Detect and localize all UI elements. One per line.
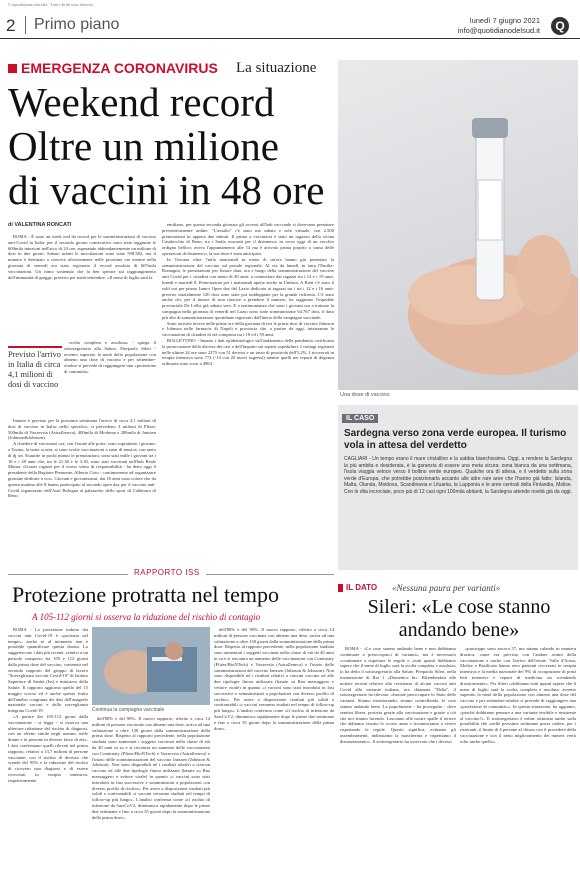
il-caso-title: Sardegna verso zona verde europea. Il turismo vola in attesa del verdetto	[344, 428, 567, 451]
header-divider	[25, 16, 26, 34]
vaccine-photo	[338, 60, 578, 390]
header-site: info@quotidianodelsud.it	[457, 26, 540, 35]
rapporto-title: Protezione protratta nel tempo	[12, 582, 279, 607]
il-dato-col2: «purtroppo sono ancora 57, ma stanno calando in maniera drastica, come era previsto con l'andare avanti della vaccinazione e anche con l'arrivo dell'estate. Valle d'Aosta, Molise e Basilicata hanno zero pazienti ricoverati in terapia intensiva e la media nazionale del 9% di occupazione di posti letti intensive e reparti di medicina sta scendendo drasticamente». Per Sileri «dobbiamo tutti quanti sapere che il mese di luglio sarà la svolta completa e assoluta: avremo superato la metà della popolazione con almeno una dose del vaccino e per settembre-ottobre si prevede di raggiungere una «protezione di comunità»». In questa situazione, ha aggiunto, «perché dobbiamo pensare a una variante terribile e resistente al vaccino?». Il sottosegretario è infine ottimista anche sulla possibilità che «nelle prossime settimane possa cadere, per i ristoranti, il limite di 4 persone al chiuso con il procedere della vaccinazione e con il netto miglioramento dei numeri verrà tolto anche quello».	[460, 646, 576, 744]
main-article-col2: emiliano, per questa seconda giornata gli accessi all'hub vaccinale si dovevano prenotare preventivamente online. "L'assalto" c'è stato ma sabato e solo virtuale, con 2.500 prenotazioni in appena due minuti. Il primo a vaccinarsi è stato un ragazzo della vicina Casalecchio di Reno, tra i 5mila evacuati per il disinnesco in corso oggi di un vecchio ordigno bellico; aveva l'appuntamento alle 14 ma è arrivato prima proprio a causa delle operazioni di disinnesco, la sua dose è stata anticipata. In Toscana oltre 7mila maturandi in meno di un'ora hanno già prenotato la somministrazione del vaccino sul portale regionale. Al via da lunedì, in tutta l'Emilia-Romagna, le prenotazioni per fissare data, ora e luogo della somministrazione del vaccino anti Covid per i cittadini con meno di 40 anni: a cominciare dai ragazzi tra i 12 e i 19 anni, lunedì e martedì 8. Prenotazioni per i maturandi aperte anche in Umbria. A Rieti c'è stato il sold out per primo Junior Open day del Lazio dedicato ai ragazzi tra i tra i 12 e i 16 anni: previste inizialmente 120 dosi sono state poi raddoppiate per la grande richiesta. C'è stato anche chi, per il timore di non riuscire a prendere il numero, ha raggiunto l'ospedale provinciale De Lellis già sabato sera. E a testimonianza che sono i giovani ora a trainare la campagna nella giornata di venerdì nel Lazio sono state somministrate 64.767 dosi, il dato più alto di somministrazioni quotidiane registrato dall'inizio della campagna vaccinale. Sono arrivate invece nelle prime ore della giornata di ieri le prime dosi di vaccino Johnson e Johnson nelle farmacie di Napoli e provincia che, a partire da oggi, inizieranno le vaccinazioni di cittadini di età compresa tra i 18 ed i 59 anni. BOLLETTINO - Intanto i dati epidemiologici sull'andamento della pandemia certificano la prosecuzione della discesa dei casi e dell'impatto sui reparti ospedalieri. I contagi registrati nelle ultime 24 ore sono 2275 con 51 decessi e un tasso di positività dell'1,2%. I ricoverati in terapia intensiva sono 774 (-14 con 20 nuovi ingressi) mentre quelli nei reparti di degenza ordinaria sono scesi a 4963.	[162, 222, 334, 367]
byline: di VALENTINA RONCATI	[8, 222, 72, 228]
kicker-label: EMERGENZA CORONAVIRUS	[21, 60, 218, 76]
header-date: lunedì 7 giugno 2021	[469, 16, 540, 25]
newspaper-logo: Q	[551, 17, 569, 35]
rapporto-label: RAPPORTO ISS	[128, 568, 206, 577]
section-title: Primo piano	[34, 16, 120, 33]
rapporto-photo-caption: Continua la campagna vaccinale	[92, 707, 165, 713]
headline-line-2: Oltre un milione	[8, 123, 280, 169]
copyright-line: © riproduzione riservata · Tutti i diritti sono riservati	[8, 2, 93, 7]
il-dato-marker	[338, 584, 343, 592]
vaccination-photo	[92, 627, 210, 705]
il-caso-box	[338, 405, 578, 570]
page-number: 2	[6, 16, 16, 35]
photo-caption: Una dose di vaccino	[340, 392, 390, 398]
pullquote: Previsto l'arrivo in Italia di circa 4,1 milioni di dosi di vaccino	[8, 350, 61, 389]
il-dato-quote: «Nessuna paura per varianti»	[392, 583, 501, 593]
rapporto-col1: ROMA - La protezione indotta dai vaccini anti Covid-19 è «protratta nel tempo», anche se al momento non è possibile quantificare questa durata. Lo suggeriscono i dati più recenti, relativi a un periodo compreso fra 105 e 112 giorni dalla prima dose del vaccino, contenuti nel secondo rapporto del gruppo di lavoro "Sorveglianza vaccini Covid-19" di Istituto Superiore di Sanità (Iss) e ministero della Salute. Il rapporto aggiorna quello del 15 maggio scorso ed è anche questo frutto dell'analisi congiunta dei dati dell'anagrafe nazionale vaccini e della sorveglianza integrata Covid-19. «A partire dai 105-112 giorni dalla vaccinazione - si legge - si osserva una ulteriore riduzione del rischio di diagnosi, con un effetto simile negli uomini, nelle donne e in persone in diverse fasce di età». I dati confermano quelli rilevati nel primo rapporto, relativi a 13,7 milioni di persone vaccinate, con il rischio di decesso che scende del 95% e la riduzione del rischio di ricovero una diagnosi e di essere ricoverati in terapia intensiva, rispettivamente	[8, 627, 88, 783]
il-dato-label: IL DATO	[346, 583, 378, 592]
headline-line-3: di vaccini in 48 ore	[8, 167, 325, 213]
rapporto-subtitle: A 105-112 giorni si osserva la riduzione del rischio di contagio	[32, 612, 261, 622]
rapporto-col2a: dell'80% e del 90%. Il nuovo rapporto, riferito a circa 14 milioni di persone vaccinate con almeno una dose, arriva ad una valutazione a oltre 130 giorni dalla somministrazione della prima dose. Rispetto al rapporto precedente, nella popolazione studiata sono aumentati i soggetti vaccinati nella classe di età da 40 anni in su e si riscontra un aumento delle vaccinazioni con Comirnaty (Pfizer/BioNTech) e Vaxzevria (AstraZeneca) e l'inizio delle somministrazioni del vaccino Janssen (Johnson & Johnson). Non sono disponibili né i risultati relativi a ciascun vaccino né alle due tipologie finora utilizzate (basate su Rna messaggero e vettore virale) in quanto «i vaccini sono stati introdotti in fasi successive e somministrati a popolazioni con diverso profilo di rischio». Per avere a disposizione risultati più solidi e confrontabili «i vaccini verranno studiati nel tempo di follow-up più lungo». L'analisi conferma come «il rischio di infezione da SarsCoV2, diminuisca rapidamente dopo le prime due settimane e fino a circa 35 giorni dopo la somministrazione della prima dose».	[92, 716, 210, 820]
rapporto-col3: dell'80% e del 90%. Il nuovo rapporto, riferito a circa 14 milioni di persone vaccinate con almeno una dose, arriva ad una valutazione a oltre 130 giorni dalla somministrazione della prima dose. Rispetto al rapporto precedente, nella popolazione studiata sono aumentati i soggetti vaccinati nella classe di età da 40 anni in su e si riscontra un aumento delle vaccinazioni con Comirnaty (Pfizer/BioNTech) e Vaxzevria (AstraZeneca) e l'inizio delle somministrazioni del vaccino Janssen (Johnson & Johnson). Non sono disponibili né i risultati relativi a ciascun vaccino né alle due tipologie finora utilizzate (basate su Rna messaggero e vettore virale) in quanto «i vaccini sono stati introdotti in fasi successive e somministrati a popolazioni con diverso profilo di rischio». Per avere a disposizione risultati più solidi e confrontabili «i vaccini verranno studiati nel tempo di follow-up più lungo». L'analisi conferma come «il rischio di infezione da SarsCoV2, diminuisca rapidamente dopo le prime due settimane e fino a circa 35 giorni dopo la somministrazione della prima dose».	[214, 627, 334, 731]
il-caso-label: IL CASO	[342, 414, 378, 423]
main-headline	[8, 80, 338, 212]
vaccine-vial-icon	[338, 60, 578, 390]
main-article-col1b-top: svolta completa e assoluta» - spiega il sottosegretario alla Salute, Pierpaolo Sileri - avremo superato la metà della popolazione con almeno una dose di vaccino e per settembre-ottobre si prevede di raggiungere una «protezione di comunità».	[64, 340, 156, 374]
kicker-square	[8, 64, 17, 73]
il-dato-col1: ROMA - «Le cose stanno andando bene e non dobbiamo continuare a preoccuparci di varianti», ma è necessario «continuare a rispettare le regole e «tutti quanti dobbiamo sapere che il mese di luglio sarà la svolta completa e assoluta» lo ha detto il sottosegretario alla Salute, Pierpaolo Sileri, nella trasmissione di Rai 1 «Domenica In». Rifendendosi alle notizie recenti relative alla resistenza di alcuni vaccini anti Covid alla variante indiana, ora chiamata "Delta", il sottosegretario ha rilevato: «basiate preoccupare lo Stato delle varianti. Stiamo monitorando, stiamo controllando, le cose stanno andando bene. La popolazione - ha proseguito - deve sentirsi libera, protetta grazie alla vaccinazione e grazie a ciò che noi stiamo facendo. Lasciamo alle nostre spalle il terrore che abbiamo vissuto lo scorso anno e ricominciamo a vivere rispettando le regole. Questo significa, evitiamo gli assembramenti, indossiamo la mascherina e rispettiamo il distanziamento». Il sottosegretario ha osservato che i decessi	[340, 646, 456, 744]
headline-line-1: Weekend record	[8, 79, 275, 125]
vaccination-scene-icon	[92, 627, 210, 705]
il-caso-text: CAGLIARI - Un tempo erano il mare cristallino e la sabbia bianchissima. Oggi, a rendere la Sardegna la più ambita e desiderata, è la garanzia di essere una meta sicura: zona bianca da una settimana, l'isola viaggia veloce verso il bollino verde europeo. Qualche ora di attesa, e il verdetto sulla zona verde d'Europa, che potrebbe posizionarla accanto alle altre rare aree che l'hanno già fatto: Islanda, Malta, Olanda, Moldova, Scandinavia e Lituania, la Lapponia e le aree centrali della Finlandia, Molise. Con le dita incrociate, poco più di 12 casi ogni 100mila abitanti, la Sardegna attende novità già da oggi.	[344, 456, 572, 495]
il-dato-title: Sileri: «Le cose stanno andando bene»	[367, 596, 551, 641]
main-article-col1b: Intanto è previsto per la prossima settimana l'arrivo di circa 4,1 milioni di dosi di vaccino in Italia: nello specifico, si prevedono 3 milioni di Pfizer, 500mila di Vaxzevria (AstraZeneca), 400mila di Moderna e 200mila di Janssen (Johnson&Johnson). A chiedere di vaccinarsi ora, con l'estate alle porte, sono soprattutto i giovani: a Torino, la notte scorsa, si sono svolte vaccinazioni a suon di musica, con tanto di dj set. Esaurite in pochi minuti le prenotazioni, sono stati mille i giovani tra i 16 e i 28 anni che, tra le 21.30 e le 3.30, sono stati vaccinati nell'hub Reale Mutua. «Grazie ragazzi per il vostro senso di responsabilità - ha detto oggi il presidente della Regione Piemonte, Alberto Cirio - continueremo ad organizzare giornate dedicate a voi». Giovani e giovanissimi, dai 16 anni sono coloro che da questa mattina alle 8 hanno partecipato al secondo open day per il vaccino anti-Covid organizzato dall'Ausl Bologna al palazzetto dello sport di Calderara di Reno.	[8, 418, 156, 499]
pullquote-box	[8, 346, 62, 416]
main-article-col1: ROMA - È stato un week end da record per le somministrazioni di vaccino anti-Covid in Italia: per il secondo giorno consecutivo sono state raggiunte le 600mila iniezioni nell'arco di 24 ore, superando abbondantemente un milione di dosi in due giorni. Sabato infatti le inoculazioni sono state 598.582, ma il numero è destinato a crescere ulteriormente nelle prossime ore mentre nella giornata di venerdì era stato registrato il record assoluto di 607mila vaccinazioni. Un ritmo sostenuto che fa ben sperare sul raggiungimento dell'immunità di gregge, previsto per metà settembre. «Il mese di luglio sarà la	[8, 234, 156, 280]
kicker-sublabel: La situazione	[236, 60, 317, 76]
